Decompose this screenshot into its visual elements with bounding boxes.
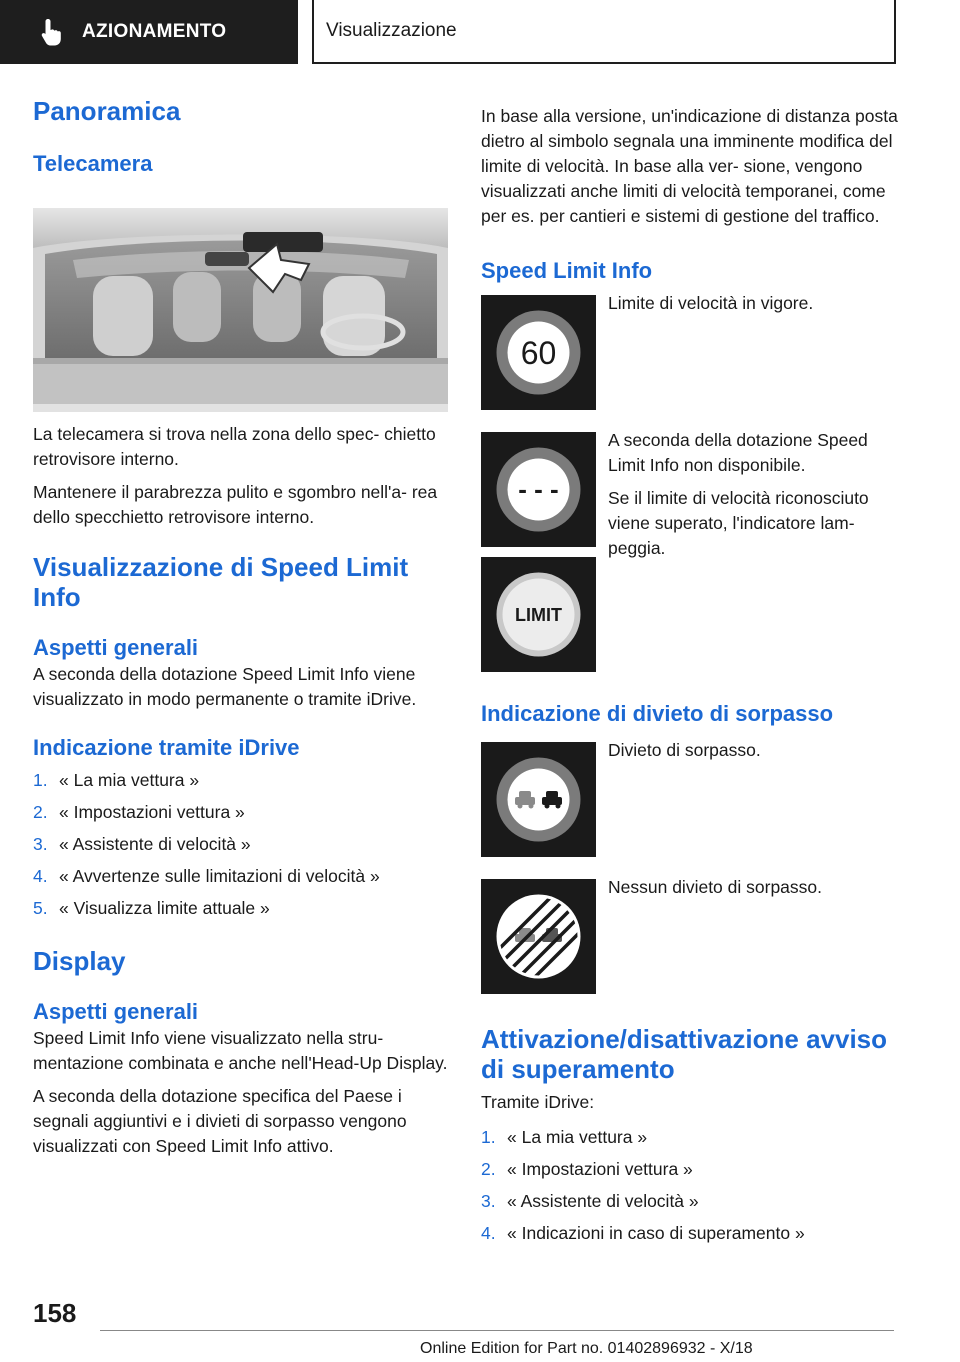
sign-limit-value: LIMIT [515,605,562,625]
sign-unavailable-description: A seconda della dotazione Speed Limit Info non disponibile. Se il limite di velocità riconosciuto viene superato, l'indicatore lam- peggia. [608,430,869,558]
paragraph-display-1: Speed Limit Info viene visualizzato nella stru- mentazione combinata e anche nell'Head-Up Display. [33,1028,448,1073]
list-idrive-steps [33,764,448,924]
list-item: 4. « Indicazioni in caso di superamento » [481,1223,805,1243]
list-item: 5. « Visualizza limite attuale » [33,898,270,918]
heading-visualizzazione-speed-limit: Visualizzazione di Speed Limit Info [33,552,409,612]
edition-info: Online Edition for Part no. 01402896932 - X/18 [420,1340,753,1357]
heading-panoramica: Panoramica [33,96,181,126]
heading-aspetti-generali-2: Aspetti generali [33,999,199,1024]
speed-limit-exceeded-sign-icon [481,557,596,672]
sign-60-value: 60 [520,335,557,371]
footer-divider [100,1330,894,1331]
sign-60-description: Limite di velocità in vigore. [608,293,814,313]
list-item: 1. « La mia vettura » [33,770,200,790]
paragraph-display-2: A seconda della dotazione specifica del Paese i segnali aggiuntivi e i divieti di sorpasso vengono visualizzati con Speed Limit Info attivo. [33,1086,407,1156]
sign-row-no-overtaking [481,742,901,857]
paragraph-intro: In base alla versione, un'indicazione di distanza posta dietro al simbolo segnala una imminente modifica del limite di velocità. In base alla ver- sione, vengono visualizzati anche limiti di velocità temporanei, come per es. per cantieri e sistemi di gestione del traffico. [481,106,898,226]
heading-telecamera: Telecamera [33,151,153,176]
sign-row-end-no-overtaking [481,879,901,994]
header-chapter-tab [312,0,896,64]
heading-indicazione-idrive: Indicazione tramite iDrive [33,735,300,760]
list-item: 2. « Impostazioni vettura » [481,1159,693,1179]
no-overtaking-sign-icon [481,742,596,857]
page-number: 158 [33,1298,77,1328]
speed-limit-60-sign-icon [481,295,596,410]
sign-end-no-overtaking-description: Nessun divieto di sorpasso. [608,877,822,897]
header-chapter-title: Visualizzazione [326,20,457,41]
header-section-title: AZIONAMENTO [82,21,227,42]
header-section-tab [0,0,298,64]
heading-display: Display [33,946,126,976]
heading-divieto-sorpasso: Indicazione di divieto di sorpasso [481,701,834,726]
heading-aspetti-generali-1: Aspetti generali [33,635,199,660]
paragraph-telecamera-2: Mantenere il parabrezza pulito e sgombro nell'a- rea dello specchietto retrovisore interno. [33,482,438,527]
hand-touch-icon [34,14,70,50]
list-avviso-steps [481,1121,901,1249]
heading-speed-limit-info: Speed Limit Info [481,258,653,283]
sign-no-overtaking-description: Divieto di sorpasso. [608,740,761,760]
paragraph-tramite-idrive: Tramite iDrive: [481,1092,595,1112]
paragraph-aspetti-generali-1: A seconda della dotazione Speed Limit Info viene visualizzato in modo permanente o tramite iDrive. [33,664,417,709]
sign-dash-value: - - - [518,474,559,504]
sign-row-unavailable [481,432,901,672]
list-item: 3. « Assistente di velocità » [481,1191,699,1211]
list-item: 1. « La mia vettura » [481,1127,648,1147]
end-no-overtaking-sign-icon [481,879,596,994]
sign-row-60 [481,295,901,410]
right-column [481,104,901,1249]
list-item: 2. « Impostazioni vettura » [33,802,245,822]
list-item: 4. « Avvertenze sulle limitazioni di velocità » [33,866,380,886]
left-column [33,96,448,1159]
heading-attivazione-avviso: Attivazione/disattivazione avviso di superamento [481,1024,888,1084]
camera-interior-illustration [33,208,448,412]
list-item: 3. « Assistente di velocità » [33,834,251,854]
speed-limit-unavailable-sign-icon [481,432,596,547]
paragraph-telecamera-1: La telecamera si trova nella zona dello spec- chietto retrovisore interno. [33,424,436,469]
